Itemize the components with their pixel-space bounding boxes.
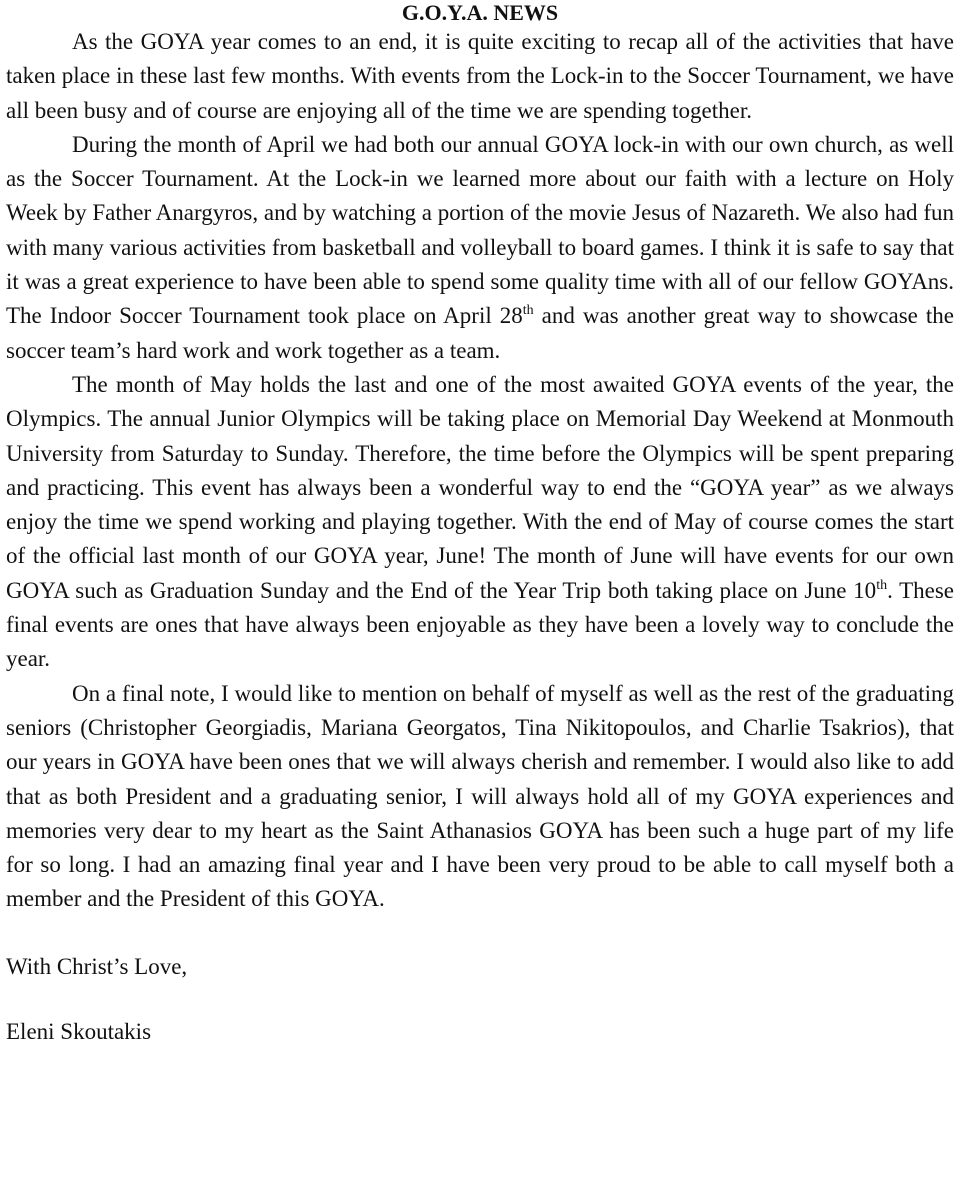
- paragraph-may-june-text-cont: . These final events are ones that have always been enjoyable as they have been a lovely way to conclude the year.: [6, 577, 954, 672]
- paragraph-april-text: During the month of April we had both our annual GOYA lock-in with our own church, as well as the Soccer Tournament. At the Lock-in we learned more about our faith with a lecture on Holy Week by Father Anargyros, and by watching a portion of the movie Jesus of Nazareth. We also had fun with many various activities from basketball and volleyball to board games. I think it is safe to say that it was a great experience to have been able to spend some quality time with all of our fellow GOYAns. The Indoor Soccer Tournament took place on April 28: [6, 131, 954, 329]
- paragraph-may-june: [6, 368, 954, 677]
- signature-name: Eleni Skoutakis: [6, 1019, 152, 1045]
- ordinal-suffix: th: [876, 577, 888, 593]
- closing-salutation: With Christ’s Love,: [6, 953, 188, 979]
- newsletter-title: G.O.Y.A. NEWS: [401, 0, 559, 25]
- paragraph-april: [6, 128, 954, 368]
- paragraph-final-note-text: On a final note, I would like to mention on behalf of myself as well as the rest of the graduating seniors (Christopher Georgiadis, Mariana Georgatos, Tina Nikitopoulos, and Charlie Tsakrios), that our years in GOYA have been ones that we will always cherish and remember. I would also like to add that as both President and a graduating senior, I will always hold all of my GOYA experiences and memories very dear to my heart as the Saint Athanasios GOYA has been such a huge part of my life for so long. I had an amazing final year and I have been very proud to be able to call myself both a member and the President of this GOYA.: [6, 680, 954, 912]
- paragraph-intro-text: As the GOYA year comes to an end, it is quite exciting to recap all of the activities that have taken place in these last few months. With events from the Lock-in to the Soccer Tournament, we have all been busy and of course are enjoying all of the time we are spending together.: [6, 29, 954, 123]
- paragraph-april-text-cont: and was another great way to showcase the soccer team’s hard work and work together as a team.: [6, 303, 954, 363]
- paragraph-final-note: [6, 677, 954, 917]
- ordinal-suffix: th: [522, 303, 534, 319]
- paragraph-may-june-text: The month of May holds the last and one of the most awaited GOYA events of the year, the Olympics. The annual Junior Olympics will be taking place on Memorial Day Weekend at Monmouth University from Saturday to Sunday. Therefore, the time before the Olympics will be spent preparing and practicing. This event has always been a wonderful way to end the “GOYA year” as we always enjoy the time we spend working and playing together. With the end of May of course comes the start of the official last month of our GOYA year, June! The month of June will have events for our own GOYA such as Graduation Sunday and the End of the Year Trip both taking place on June 10: [6, 371, 954, 603]
- paragraph-intro: [6, 25, 954, 128]
